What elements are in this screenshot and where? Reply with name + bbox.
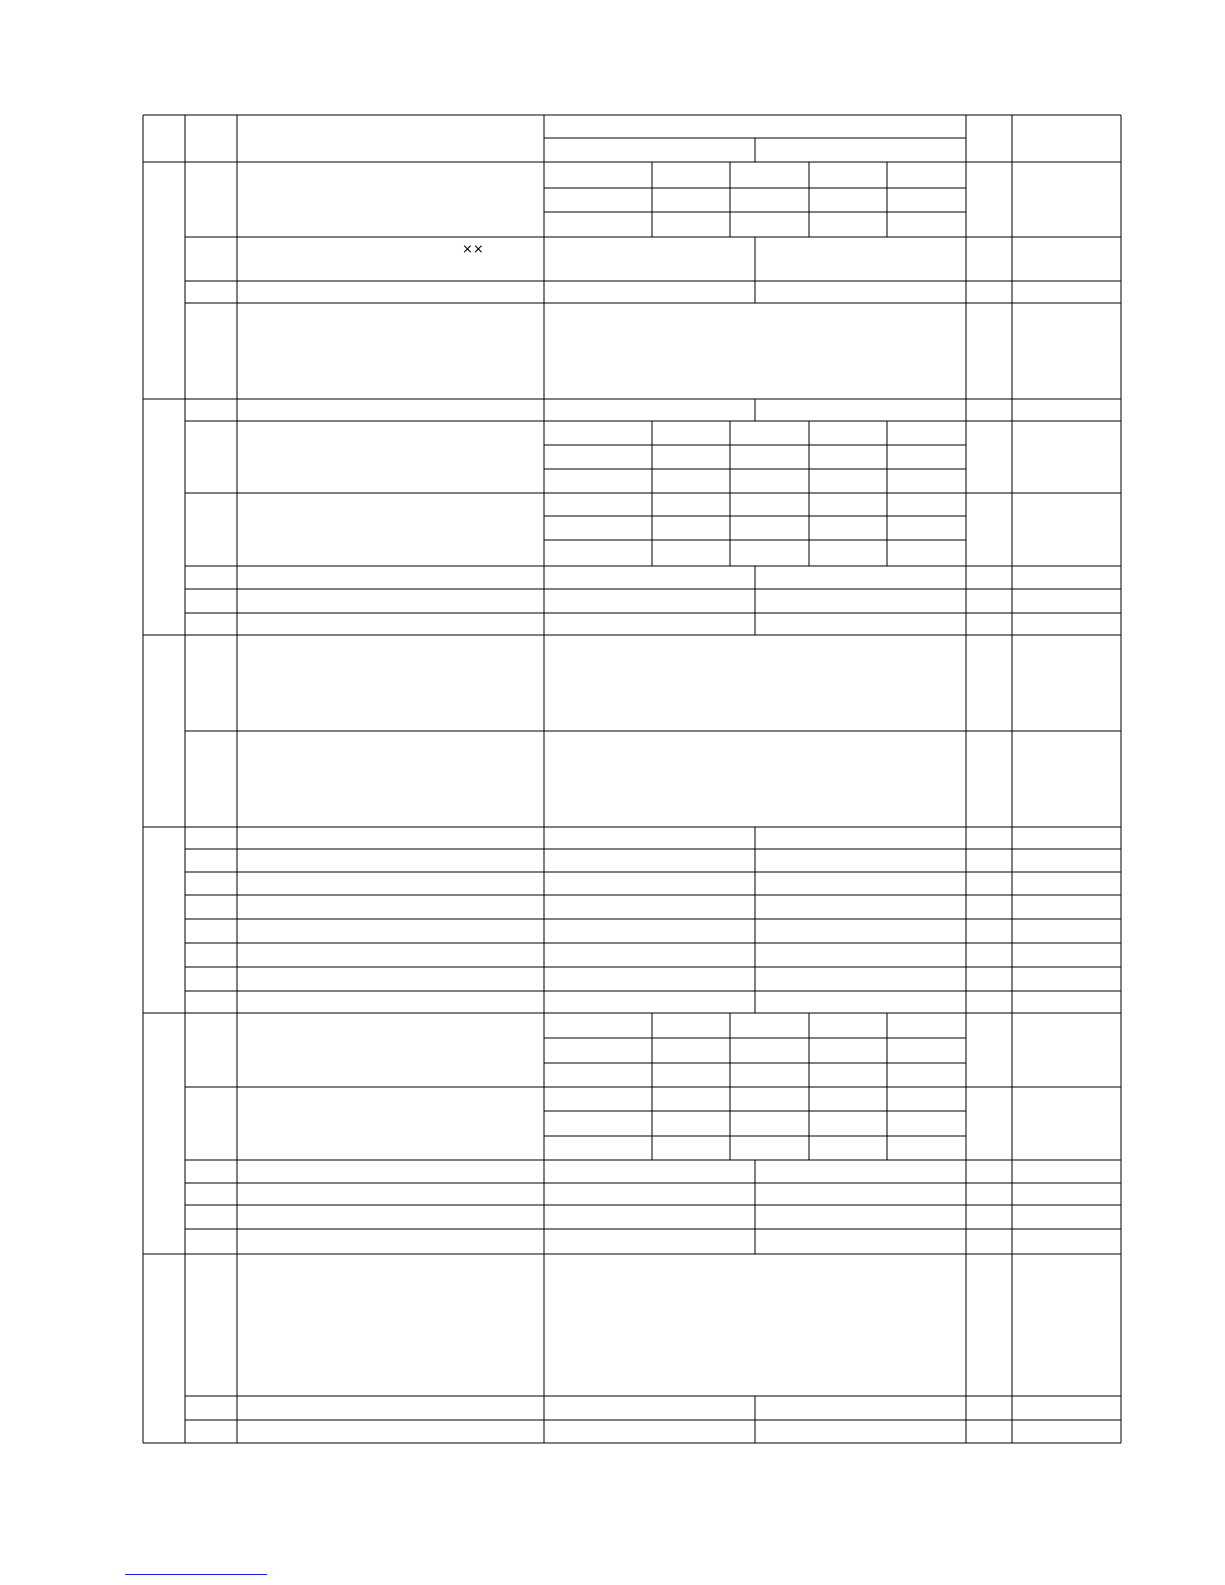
footer-link-underline[interactable] [125, 1574, 267, 1575]
asterisk-mark: ⨯⨯ [462, 242, 484, 257]
